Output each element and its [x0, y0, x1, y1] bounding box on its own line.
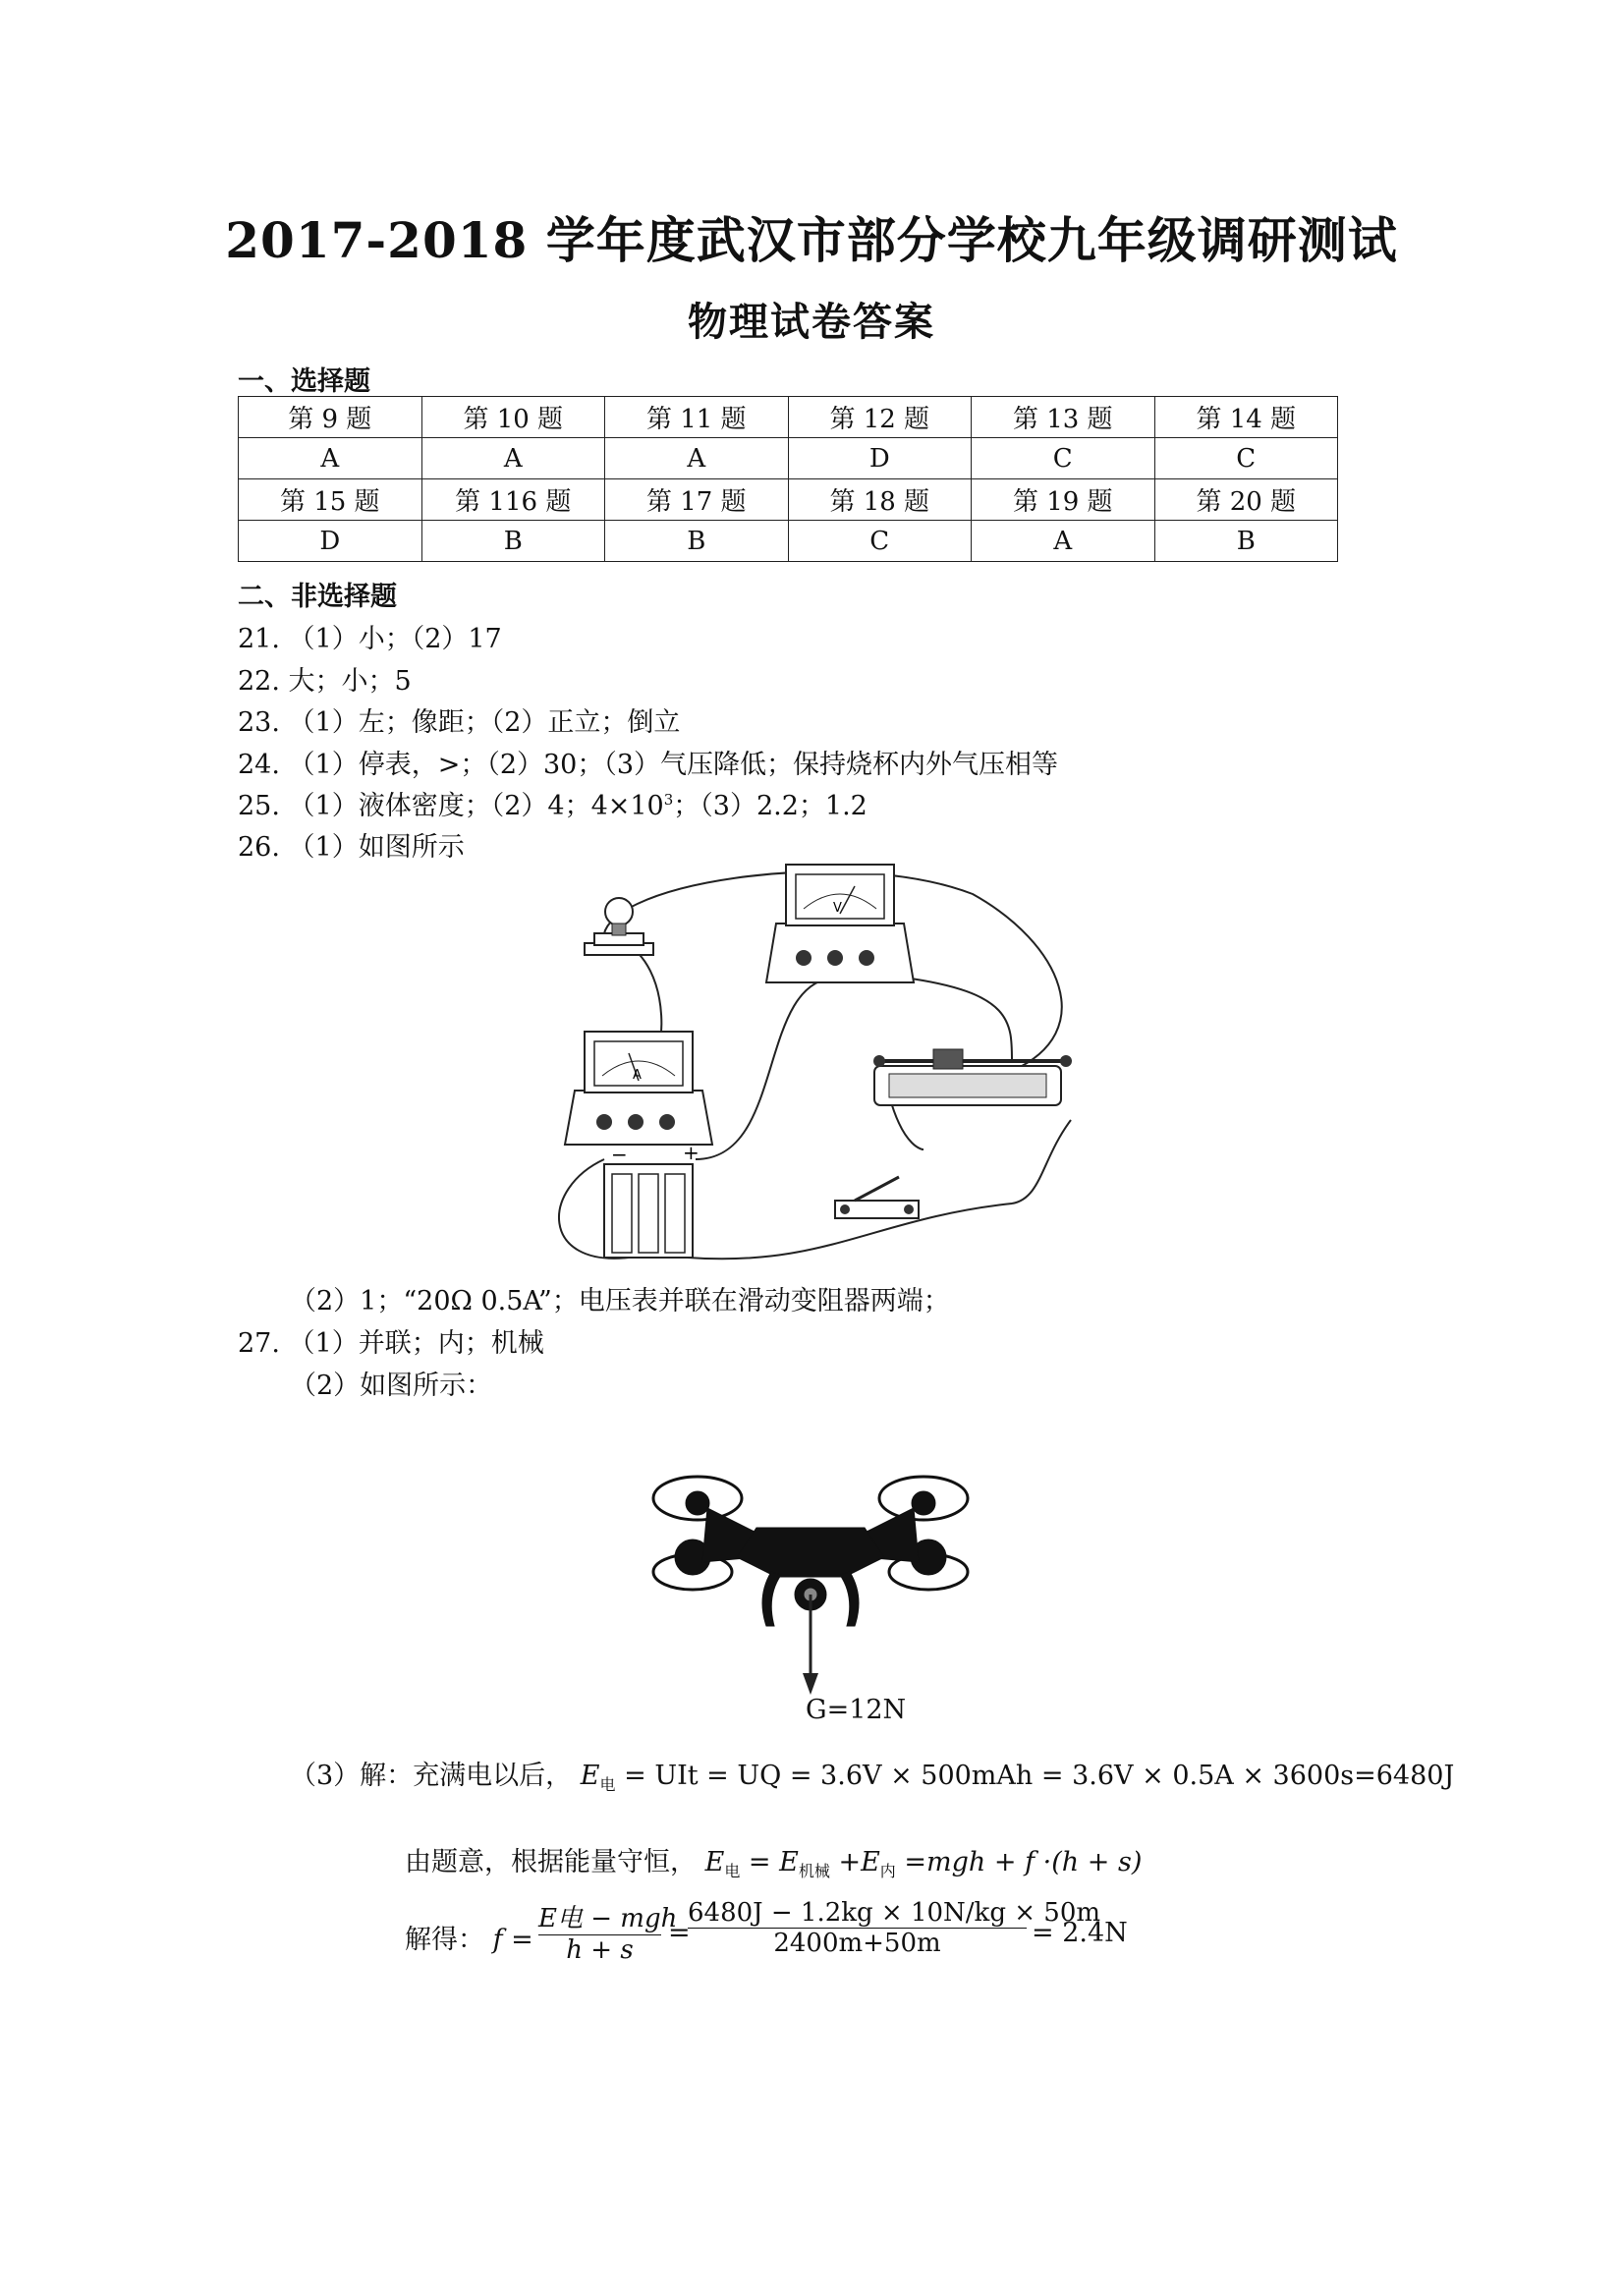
solution-line-2-lead: 由题意，根据能量守恒，	[405, 1847, 697, 1877]
fraction-2-denominator: 2400m+50m	[688, 1928, 1027, 1958]
drone-diagram	[648, 1449, 973, 1705]
table-cell: 第 15 题	[239, 479, 422, 521]
bulb-icon	[585, 898, 653, 955]
answer-24: 24. （1）停表，>；（2）30；（3）气压降低；保持烧杯内外气压相等	[238, 750, 1059, 780]
answer-26-1: 26. （1）如图所示	[238, 832, 465, 863]
answer-26-2: （2）1；“20Ω 0.5A”；电压表并联在滑动变阻器两端；	[290, 1286, 950, 1316]
voltmeter-icon	[766, 865, 914, 982]
equals-sign: =	[668, 1918, 691, 1948]
answer-22: 22. 大；小；5	[238, 666, 412, 697]
table-cell: B	[1154, 521, 1338, 562]
answer-27-1: 27. （1）并联；内；机械	[238, 1328, 544, 1359]
table-cell: A	[605, 438, 789, 479]
table-cell: 第 13 题	[972, 397, 1155, 438]
table-cell: A	[421, 438, 605, 479]
table-row	[239, 438, 1338, 479]
section-heading-non-choice: 二、非选择题	[238, 582, 397, 612]
table-cell: 第 18 题	[788, 479, 972, 521]
gravity-label: G=12N	[806, 1695, 907, 1725]
page-subtitle: 物理试卷答案	[688, 299, 935, 345]
answer-25-exponent: 3	[663, 791, 674, 809]
energy-symbol: E	[580, 1761, 600, 1791]
table-row	[239, 397, 1338, 438]
solution-result: = 2.4N	[1032, 1918, 1128, 1948]
wire	[904, 978, 1012, 1061]
answer-25-part-a: 25. （1）液体密度；（2）4；	[238, 791, 591, 821]
fraction-1-numerator: E电 − mgh	[538, 1904, 678, 1933]
table-cell: 第 14 题	[1154, 397, 1338, 438]
battery-icon	[604, 1141, 700, 1258]
voltmeter-letter: V	[833, 901, 842, 916]
table-cell: C	[1154, 438, 1338, 479]
table-cell: A	[239, 438, 422, 479]
page-title: 2017-2018 学年度武汉市部分学校九年级调研测试	[225, 211, 1398, 269]
fraction-1-denominator: h + s	[538, 1934, 661, 1965]
table-cell: 第 12 题	[788, 397, 972, 438]
solution-equation: = UIt = UQ = 3.6V × 500mAh = 3.6V × 0.5A × 3600s=6480J	[624, 1761, 1455, 1791]
answer-25-part-b: 4×10	[590, 791, 664, 821]
battery-minus: −	[611, 1143, 628, 1166]
section-heading-multiple-choice: 一、选择题	[238, 366, 370, 397]
battery-plus: +	[683, 1141, 700, 1164]
table-cell: B	[421, 521, 605, 562]
answer-23: 23. （1）左；像距；（2）正立；倒立	[238, 707, 681, 738]
table-cell: 第 9 题	[239, 397, 422, 438]
circuit-diagram	[550, 865, 1061, 1277]
table-cell: D	[788, 438, 972, 479]
table-cell: 第 17 题	[605, 479, 789, 521]
solution-lead: （3）解：充满电以后，	[290, 1761, 573, 1791]
solution-line-2: 由题意，根据能量守恒， $E_电 = E_{机械} +E_内 =mgh + f \cdot(h + s)$	[405, 1847, 1143, 1880]
table-cell: 第 10 题	[421, 397, 605, 438]
fraction-2-numerator: 6480J − 1.2kg × 10N/kg × 50m	[688, 1898, 1101, 1928]
table-cell: 第 20 题	[1154, 479, 1338, 521]
answer-25	[238, 784, 867, 822]
energy-symbol: E	[779, 1847, 799, 1877]
rheostat-icon	[873, 1049, 1072, 1105]
fraction-1	[538, 1898, 678, 1965]
solution-line-2-equation: =mgh + f ·(h + s)	[904, 1847, 1143, 1877]
energy-subscript: 电	[724, 1862, 741, 1880]
answer-27-2: （2）如图所示：	[290, 1371, 493, 1401]
table-cell: 第 116 题	[421, 479, 605, 521]
table-cell: B	[605, 521, 789, 562]
answer-table	[238, 396, 1338, 562]
table-row	[239, 521, 1338, 562]
energy-symbol: E	[704, 1847, 725, 1877]
energy-symbol: E	[861, 1847, 880, 1877]
ammeter-letter: A	[633, 1068, 642, 1083]
table-cell: C	[788, 521, 972, 562]
solution-line-3-lead	[405, 1918, 533, 1956]
table-row	[239, 479, 1338, 521]
table-cell: D	[239, 521, 422, 562]
solution-line-3-label: 解得：	[405, 1925, 484, 1955]
energy-subscript-mechanical: 机械	[798, 1862, 830, 1880]
energy-subscript: 电	[599, 1775, 616, 1794]
gravity-arrowhead	[803, 1673, 818, 1695]
answer-25-part-c: ；（3）2.2；1.2	[673, 791, 867, 821]
energy-subscript-internal: 内	[879, 1862, 896, 1880]
table-cell: C	[972, 438, 1155, 479]
ammeter-icon	[565, 1032, 712, 1145]
solution-line-1	[290, 1754, 1454, 1795]
friction-symbol: f =	[492, 1925, 533, 1955]
wire	[1012, 1120, 1071, 1204]
wire	[696, 978, 835, 1159]
switch-icon	[835, 1177, 919, 1218]
table-cell: 第 11 题	[605, 397, 789, 438]
table-cell: A	[972, 521, 1155, 562]
table-cell: 第 19 题	[972, 479, 1155, 521]
answer-21: 21. （1）小；（2）17	[238, 624, 502, 654]
